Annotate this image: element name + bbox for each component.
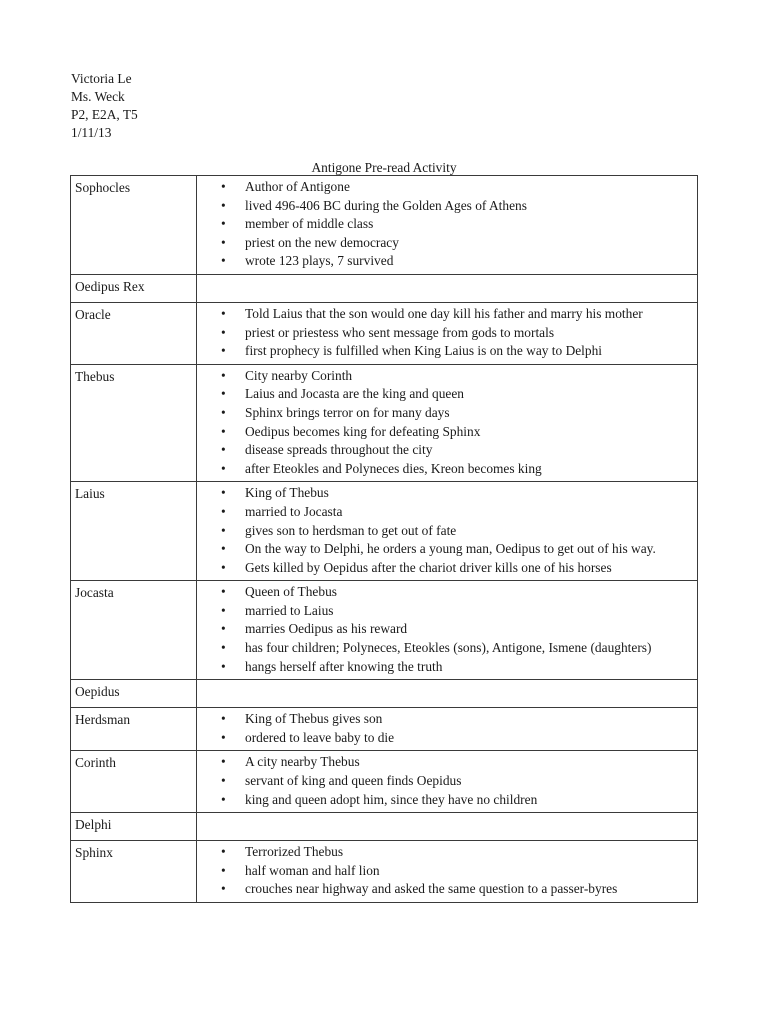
term-cell: Delphi	[71, 813, 197, 841]
fact-text: Told Laius that the son would one day kill his father and marry his mother	[245, 305, 643, 321]
notes-table	[70, 175, 698, 903]
bullet-icon: •	[221, 485, 226, 501]
fact-list	[197, 710, 695, 747]
fact-list	[197, 843, 695, 899]
table-row	[71, 813, 698, 841]
bullet-icon: •	[221, 216, 226, 232]
facts-cell	[197, 680, 698, 708]
facts-cell	[197, 813, 698, 841]
fact-item	[197, 423, 695, 442]
fact-item	[197, 658, 695, 677]
table-row	[71, 364, 698, 482]
fact-item	[197, 843, 695, 862]
fact-item	[197, 503, 695, 522]
fact-text: married to Laius	[245, 602, 334, 618]
bullet-icon: •	[221, 253, 226, 269]
fact-text: On the way to Delphi, he orders a young man, Oedipus to get out of his way.	[245, 541, 656, 557]
fact-list	[197, 305, 695, 361]
fact-text: disease spreads throughout the city	[245, 442, 433, 458]
fact-item	[197, 178, 695, 197]
fact-text: has four children; Polyneces, Eteokles (sons), Antigone, Ismene (daughters)	[245, 640, 652, 656]
term-cell: Corinth	[71, 751, 197, 813]
fact-item	[197, 583, 695, 602]
fact-item	[197, 729, 695, 748]
facts-cell	[197, 751, 698, 813]
fact-item	[197, 404, 695, 423]
assignment-date: 1/11/13	[71, 125, 112, 140]
fact-item	[197, 385, 695, 404]
fact-item	[197, 772, 695, 791]
bullet-icon: •	[221, 386, 226, 402]
bullet-icon: •	[221, 881, 226, 897]
fact-text: ordered to leave baby to die	[245, 729, 395, 745]
fact-text: hangs herself after knowing the truth	[245, 658, 443, 674]
bullet-icon: •	[221, 234, 226, 250]
term-cell: Herdsman	[71, 708, 197, 751]
facts-cell	[197, 176, 698, 275]
fact-item	[197, 252, 695, 271]
bullet-icon: •	[221, 541, 226, 557]
fact-item	[197, 441, 695, 460]
fact-text: gives son to herdsman to get out of fate	[245, 522, 457, 538]
table-row	[71, 680, 698, 708]
class-info: P2, E2A, T5	[71, 107, 138, 122]
fact-item	[197, 305, 695, 324]
fact-item	[197, 602, 695, 621]
fact-item	[197, 791, 695, 810]
fact-text: Sphinx brings terror on for many days	[245, 404, 450, 420]
fact-item	[197, 197, 695, 216]
fact-item	[197, 522, 695, 541]
fact-item	[197, 234, 695, 253]
term-cell: Laius	[71, 482, 197, 581]
facts-cell	[197, 482, 698, 581]
bullet-icon: •	[221, 621, 226, 637]
facts-cell	[197, 302, 698, 364]
facts-cell	[197, 708, 698, 751]
fact-item	[197, 484, 695, 503]
bullet-icon: •	[221, 602, 226, 618]
fact-item	[197, 710, 695, 729]
table-row	[71, 708, 698, 751]
bullet-icon: •	[221, 442, 226, 458]
fact-text: crouches near highway and asked the same question to a passer-byres	[245, 881, 618, 897]
table-row	[71, 482, 698, 581]
fact-list	[197, 484, 695, 577]
term-cell: Sphinx	[71, 841, 197, 903]
fact-text: first prophecy is fulfilled when King Laius is on the way to Delphi	[245, 343, 603, 359]
fact-item	[197, 215, 695, 234]
bullet-icon: •	[221, 343, 226, 359]
fact-text: priest or priestess who sent message from gods to mortals	[245, 324, 555, 340]
fact-item	[197, 620, 695, 639]
bullet-icon: •	[221, 658, 226, 674]
fact-list	[197, 753, 695, 809]
fact-text: Oedipus becomes king for defeating Sphinx	[245, 423, 481, 439]
teacher-name: Ms. Weck	[71, 89, 125, 104]
fact-text: Laius and Jocasta are the king and queen	[245, 386, 465, 402]
bullet-icon: •	[221, 640, 226, 656]
term-cell: Sophocles	[71, 176, 197, 275]
bullet-icon: •	[221, 729, 226, 745]
fact-item	[197, 367, 695, 386]
fact-text: after Eteokles and Polyneces dies, Kreon becomes king	[245, 460, 542, 476]
fact-item	[197, 862, 695, 881]
fact-text: servant of king and queen finds Oepidus	[245, 773, 462, 789]
table-row	[71, 302, 698, 364]
fact-text: Terrorized Thebus	[245, 844, 344, 860]
notes-table-body	[71, 176, 698, 903]
student-name: Victoria Le	[71, 71, 132, 86]
bullet-icon: •	[221, 584, 226, 600]
fact-text: Author of Antigone	[245, 179, 350, 194]
fact-text: half woman and half lion	[245, 862, 380, 878]
bullet-icon: •	[221, 773, 226, 789]
facts-cell	[197, 581, 698, 680]
bullet-icon: •	[221, 423, 226, 439]
fact-item	[197, 559, 695, 578]
fact-text: wrote 123 plays, 7 survived	[245, 253, 394, 269]
bullet-icon: •	[221, 862, 226, 878]
bullet-icon: •	[221, 460, 226, 476]
fact-text: lived 496-406 BC during the Golden Ages of Athens	[245, 197, 527, 213]
bullet-icon: •	[221, 324, 226, 340]
fact-item	[197, 324, 695, 343]
fact-text: Queen of Thebus	[245, 584, 337, 600]
fact-item	[197, 753, 695, 772]
term-cell: Oracle	[71, 302, 197, 364]
table-row	[71, 751, 698, 813]
fact-item	[197, 639, 695, 658]
bullet-icon: •	[221, 522, 226, 538]
fact-text: king and queen adopt him, since they have no children	[245, 791, 538, 807]
bullet-icon: •	[221, 305, 226, 321]
term-cell: Jocasta	[71, 581, 197, 680]
term-cell: Thebus	[71, 364, 197, 482]
table-row	[71, 841, 698, 903]
fact-text: King of Thebus	[245, 485, 329, 501]
document-title: Antigone Pre-read Activity	[311, 160, 457, 175]
fact-text: Gets killed by Oepidus after the chariot driver kills one of his horses	[245, 559, 612, 575]
bullet-icon: •	[221, 711, 226, 727]
bullet-icon: •	[221, 367, 226, 383]
bullet-icon: •	[221, 754, 226, 770]
fact-text: King of Thebus gives son	[245, 711, 383, 727]
fact-list	[197, 178, 695, 271]
bullet-icon: •	[221, 844, 226, 860]
fact-item	[197, 460, 695, 479]
bullet-icon: •	[221, 404, 226, 420]
fact-item	[197, 880, 695, 899]
facts-cell	[197, 364, 698, 482]
term-cell: Oedipus Rex	[71, 274, 197, 302]
fact-text: City nearby Corinth	[245, 367, 353, 383]
bullet-icon: •	[221, 503, 226, 519]
bullet-icon: •	[221, 791, 226, 807]
bullet-icon: •	[221, 179, 226, 194]
table-row	[71, 581, 698, 680]
bullet-icon: •	[221, 197, 226, 213]
bullet-icon: •	[221, 559, 226, 575]
fact-text: marries Oedipus as his reward	[245, 621, 408, 637]
fact-text: member of middle class	[245, 216, 374, 232]
table-row	[71, 176, 698, 275]
fact-list	[197, 583, 695, 676]
student-header	[71, 70, 138, 142]
fact-item	[197, 342, 695, 361]
fact-text: A city nearby Thebus	[245, 754, 360, 770]
facts-cell	[197, 841, 698, 903]
fact-text: married to Jocasta	[245, 503, 343, 519]
fact-text: priest on the new democracy	[245, 234, 399, 250]
fact-list	[197, 367, 695, 479]
term-cell: Oepidus	[71, 680, 197, 708]
fact-item	[197, 540, 695, 559]
facts-cell	[197, 274, 698, 302]
table-row	[71, 274, 698, 302]
